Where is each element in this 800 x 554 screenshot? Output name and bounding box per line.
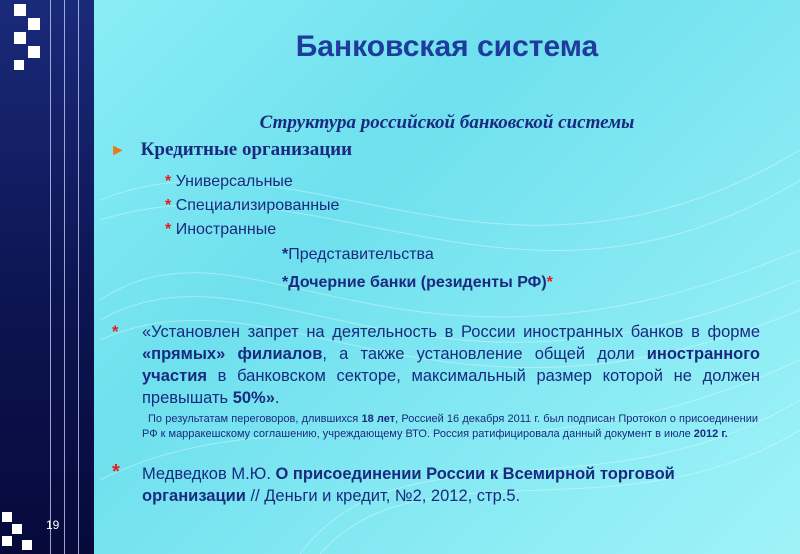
- text-run: По результатам переговоров, длившихся: [148, 413, 362, 425]
- decor-square: [22, 540, 32, 550]
- text-run-bold: О присоединении России к Всемирной торговой организации: [142, 465, 675, 505]
- sub-list-item: [282, 246, 434, 264]
- sidebar-line: [50, 0, 51, 554]
- text-run: , а также установление общей доли: [322, 345, 647, 363]
- reference: [112, 463, 760, 507]
- page-number: 19: [46, 518, 60, 532]
- sub-list-item: [282, 274, 553, 292]
- text-run-bold: 18 лет: [361, 413, 396, 425]
- sidebar-line: [64, 0, 65, 554]
- paragraph-text: [142, 321, 760, 409]
- text-run-bold: «прямых» филиалов: [142, 345, 323, 363]
- asterisk-bullet-icon: *: [282, 274, 289, 291]
- decor-square: [12, 524, 22, 534]
- sidebar-panel: [0, 0, 94, 554]
- text-run: .: [274, 389, 280, 407]
- text-run-bold: иностранного участия: [142, 345, 760, 385]
- decor-square: [28, 18, 40, 30]
- decor-square: [2, 536, 12, 546]
- decor-square: [2, 512, 12, 522]
- list-item: [165, 173, 293, 191]
- list-item: [165, 197, 339, 215]
- asterisk-bullet-icon: *: [546, 274, 553, 291]
- asterisk-bullet-icon: *: [165, 173, 172, 190]
- main-bullet-label: Кредитные организации: [140, 139, 353, 160]
- list-item: [165, 221, 276, 239]
- asterisk-bullet-icon: *: [112, 323, 119, 341]
- decor-square: [14, 4, 26, 16]
- slide-title: Банковская система: [295, 30, 599, 63]
- text-run: в банковском секторе, максимальный размер которой не должен превышать: [142, 367, 760, 407]
- asterisk-bullet-icon: *: [282, 246, 289, 263]
- decor-square: [28, 46, 40, 58]
- list-item-label: Иностранные: [175, 221, 277, 238]
- sub-list-item-label: Представительства: [288, 246, 434, 263]
- sub-list-item-label: Дочерние банки (резиденты РФ): [288, 274, 547, 291]
- text-run: «Установлен запрет на деятельность в России иностранных банков в форме: [142, 323, 760, 341]
- asterisk-bullet-icon: *: [112, 461, 120, 483]
- asterisk-bullet-icon: *: [165, 197, 172, 214]
- list-item-label: Универсальные: [175, 173, 293, 190]
- reference-text: [142, 463, 760, 507]
- text-run: // Деньги и кредит, №2, 2012, стр.5.: [245, 487, 521, 505]
- decor-square: [14, 60, 24, 70]
- text-run-bold: 2012 г.: [693, 428, 728, 440]
- text-run: , Россией 16 декабря 2011 г. был подписан Протокол о присоединении РФ к марракешскому соглашению, учреждающему ВТО. Россия ратифицировала данный документ в июле: [142, 413, 758, 440]
- wto-note: [142, 412, 758, 442]
- text-run: Медведков М.Ю.: [142, 465, 276, 483]
- main-bullet: [110, 139, 352, 161]
- triangle-bullet-icon: ►: [110, 142, 126, 159]
- text-run-bold: 50%»: [232, 389, 275, 407]
- restriction-paragraph: [112, 321, 760, 409]
- slide-subtitle: Структура российской банковской системы: [259, 112, 635, 133]
- sidebar-line: [78, 0, 79, 554]
- asterisk-bullet-icon: *: [165, 221, 172, 238]
- list-item-label: Специализированные: [175, 197, 340, 214]
- decor-square: [14, 32, 26, 44]
